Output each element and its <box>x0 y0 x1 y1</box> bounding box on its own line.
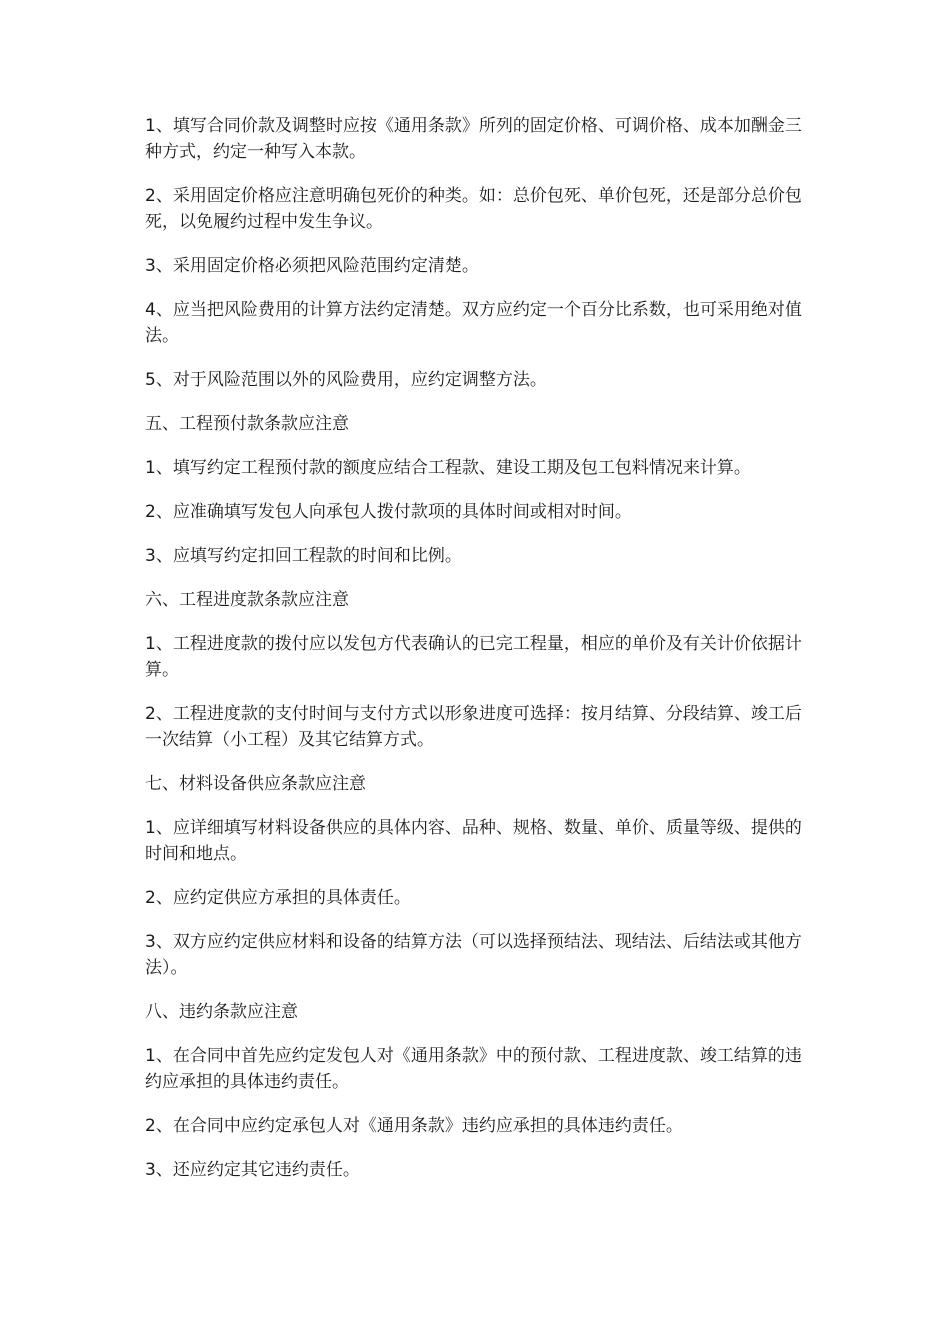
paragraph: 2、应约定供应方承担的具体责任。 <box>145 888 411 908</box>
paragraph: 3、应填写约定扣回工程款的时间和比例。 <box>145 546 462 566</box>
paragraph: 1、在合同中首先应约定发包人对《通用条款》中的预付款、工程进度款、竣工结算的违约应承担的具体违约责任。 <box>145 1046 802 1092</box>
paragraph: 1、填写约定工程预付款的额度应结合工程款、建设工期及包工包料情况来计算。 <box>145 458 751 478</box>
paragraph: 3、双方应约定供应材料和设备的结算方法（可以选择预结法、现结法、后结法或其他方法）。 <box>145 932 802 978</box>
paragraph: 1、工程进度款的拨付应以发包方代表确认的已完工程量，相应的单价及有关计价依据计算。 <box>145 634 802 680</box>
section-heading: 七、材料设备供应条款应注意 <box>145 774 366 794</box>
section-heading: 五、工程预付款条款应注意 <box>145 414 349 434</box>
paragraph: 2、采用固定价格应注意明确包死价的种类。如：总价包死、单价包死，还是部分总价包死，以免履约过程中发生争议。 <box>145 186 802 232</box>
paragraph: 2、应准确填写发包人向承包人拨付款项的具体时间或相对时间。 <box>145 502 632 522</box>
section-heading: 六、工程进度款条款应注意 <box>145 590 349 610</box>
paragraph: 4、应当把风险费用的计算方法约定清楚。双方应约定一个百分比系数，也可采用绝对值法。 <box>145 300 802 346</box>
paragraph: 3、采用固定价格必须把风险范围约定清楚。 <box>145 256 479 276</box>
paragraph: 2、工程进度款的支付时间与支付方式以形象进度可选择：按月结算、分段结算、竣工后一次结算（小工程）及其它结算方式。 <box>145 704 802 750</box>
document-body <box>145 113 810 1201</box>
paragraph: 1、应详细填写材料设备供应的具体内容、品种、规格、数量、单价、质量等级、提供的时间和地点。 <box>145 818 802 864</box>
paragraph: 2、在合同中应约定承包人对《通用条款》违约应承担的具体违约责任。 <box>145 1116 683 1136</box>
paragraph: 3、还应约定其它违约责任。 <box>145 1160 360 1180</box>
section-heading: 八、违约条款应注意 <box>145 1002 298 1022</box>
paragraph: 1、填写合同价款及调整时应按《通用条款》所列的固定价格、可调价格、成本加酬金三种方式，约定一种写入本款。 <box>145 116 802 162</box>
paragraph: 5、对于风险范围以外的风险费用，应约定调整方法。 <box>145 370 547 390</box>
